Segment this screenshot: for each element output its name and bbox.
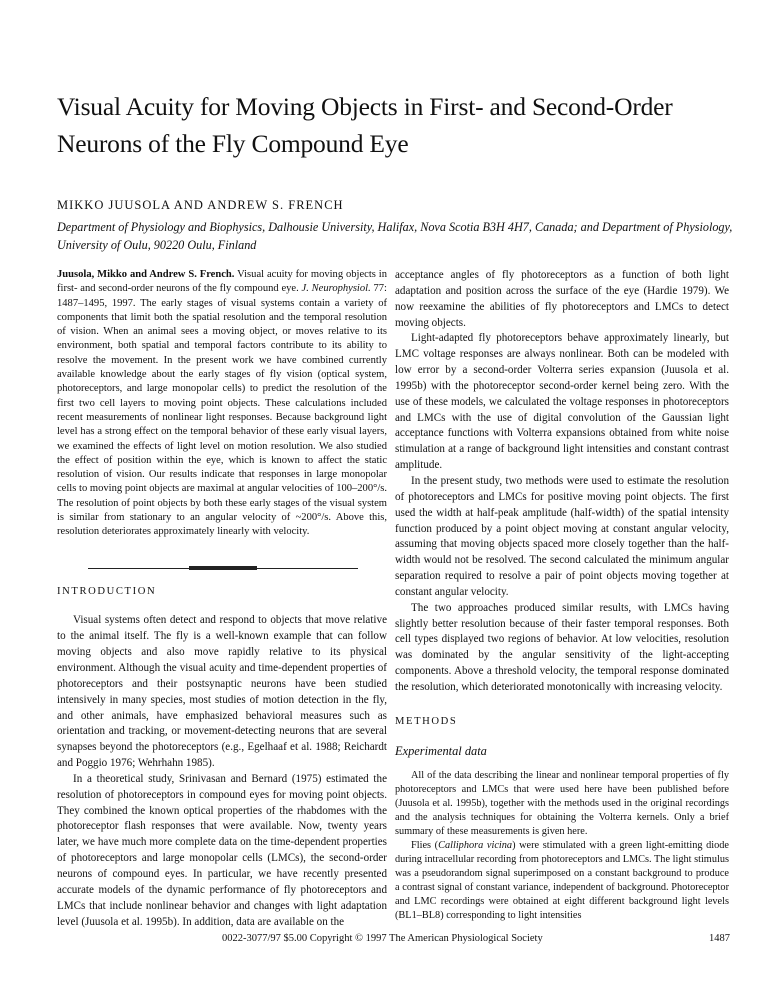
intro-paragraph: Visual systems often detect and respond to objects that move relative to the animal itself. The fly is a well-known example that can follow moving objects and also move rapidly relative to its physical environment. Although the visual acuity and time-dependent properties of photoreceptors and their postsynaptic neurons have been studied intensively in many species, most studies of motion detection in the fly, and other animals, have emphasized behavioral measures such as orientation and tracking, or movement-detecting neurons that are several synapses beyond the photoreceptors (e.g., Egelhaaf et al. 1988; Reichardt and Poggio 1976; Wehrhahn 1985). xyxy=(57,614,387,770)
abstract-author-names: Juusola, Mikko and Andrew S. French. xyxy=(57,269,235,280)
right-column xyxy=(395,268,729,922)
methods-paragraph: All of the data describing the linear and nonlinear temporal properties of fly photoreceptors and LMCs that were used here have been published before (Juusola et al. 1995b), together with the methods used in the original recordings and the analysis techniques for obtaining the Volterra kernels. Only a brief summary of these measurements is given here. xyxy=(395,770,729,838)
divider-accent xyxy=(189,566,257,570)
methods-heading: METHODS xyxy=(395,715,458,727)
intro-paragraph: In a theoretical study, Srinivasan and Bernard (1975) estimated the resolution of photoreceptors in compound eyes for moving point objects. They combined the known optical properties of the rhabdomes with the photoreceptor flash responses that were available. Now, twenty years later, we have much more complete data on the time-dependent properties of photoreceptors and large monopolar cells (LMCs), the second-order neurons of compound eyes. In particular, we have recently presented accurate models of the dynamic performance of fly photoreceptors and LMCs that include nonlinear behavior and changes with light adaptation level (Juusola et al. 1995b). In addition, data are available on the xyxy=(57,772,387,928)
copyright-line: 0022-3077/97 $5.00 Copyright © 1997 The American Physiological Society xyxy=(222,933,543,944)
abstract-body: 77: 1487–1495, 1997. The early stages of visual systems contain a variety of components that limit both the spatial resolution and the temporal resolution of vision. When an animal sees a moving object, or moves relative to its environment, both spatial and temporal factors contribute to its ability to resolve the movement. In the present work we have combined currently available knowledge about the early stages of fly vision (optical system, photoreceptors, and large monopolar cells) to predict the resolution of the first two cell layers to moving point objects. These calculations included recent measurements of nonlinear light responses. Because background light level has a strong effect on the temporal behavior of these early visual layers, we examined the effects of light level on motion resolution. We also studied the effect of position within the eye, which is known to affect the static resolution of vision. Our results indicate that responses in large monopolar cells to moving point objects are maximal at angular velocities of 100–200°/s. The resolution of point objects by both these early stages of the visual system is similar from stationary to an angular velocity of ~200°/s. Above this, resolution deteriorates approximately linearly with velocity. xyxy=(57,283,387,538)
introduction-heading: INTRODUCTION xyxy=(57,585,157,597)
species-name: Calliphora vicina xyxy=(438,840,513,851)
author-list: MIKKO JUUSOLA AND ANDREW S. FRENCH xyxy=(57,198,344,212)
page-number: 1487 xyxy=(709,933,730,944)
left-column xyxy=(57,268,387,930)
journal-name: J. Neurophysiol. xyxy=(301,283,371,295)
methods-paragraph xyxy=(395,839,729,922)
paper-title: Visual Acuity for Moving Objects in First- and Second-Order Neurons of the Fly Compound Eye xyxy=(57,92,673,158)
methods-text: ) were stimulated with a green light-emitting diode during intracellular recording from photoreceptors and LMCs. The light stimulus was a pseudorandom signal superimposed on a constant background to produce a contrast signal of constant variance, independent of background. Photoreceptor and LMC recordings were obtained at eight different background light levels (BL1–BL8) corresponding to light intensities xyxy=(395,840,729,921)
methods-subheading: Experimental data xyxy=(395,743,487,758)
intro-paragraph-continued: acceptance angles of fly photoreceptors as a function of both light adaptation and position across the surface of the eye (Hardie 1979). We now reexamine the abilities of fly photoreceptors and LMCs to detect moving objects. xyxy=(395,269,729,329)
abstract xyxy=(57,268,387,540)
intro-paragraph: In the present study, two methods were used to estimate the resolution of photoreceptors and LMCs for positive moving point objects. The first used the width at half-peak amplitude (half-width) of the spatial intensity function produced by a point object moving at constant angular velocity, assuming that moving objects spaced more closely together than the half-width would not be resolved. The second calculated the minimum angular separation required to resolve a pair of point objects moving together at constant angular velocity. xyxy=(395,474,729,598)
abstract-lead: Visual acuity for moving objects in first- and second-order neurons of the fly compound eye. xyxy=(57,269,387,295)
affiliation: Department of Physiology and Biophysics, Dalhousie University, Halifax, Nova Scotia B3H 4H7, Canada; and Department of Physiology, University of Oulu, 90220 Oulu, Finland xyxy=(57,220,733,252)
intro-paragraph: The two approaches produced similar results, with LMCs having slightly better resolution because of their faster temporal responses. Both cell types displayed two regions of behavior. At low velocities, resolution was dominated by the angular sensitivity of the light-accepting components. Above a threshold velocity, the temporal response dominated the resolution, which deteriorated monotonically with increasing velocity. xyxy=(395,601,729,693)
methods-text: Flies ( xyxy=(411,840,439,851)
section-divider xyxy=(88,562,358,576)
intro-paragraph: Light-adapted fly photoreceptors behave approximately linearly, but LMC voltage responses are always nonlinear. Both can be modeled with low error by a second-order Volterra series expansion (Juusola et al. 1995b) with the photoreceptor second-order kernel being zero. With the use of these models, we calculated the voltage responses in photoreceptors and LMCs with the use of digital convolution of the Gaussian light acceptance functions with Volterra expansions obtained from white noise stimulation at a range of background light intensities and constant contrast amplitude. xyxy=(395,332,729,472)
